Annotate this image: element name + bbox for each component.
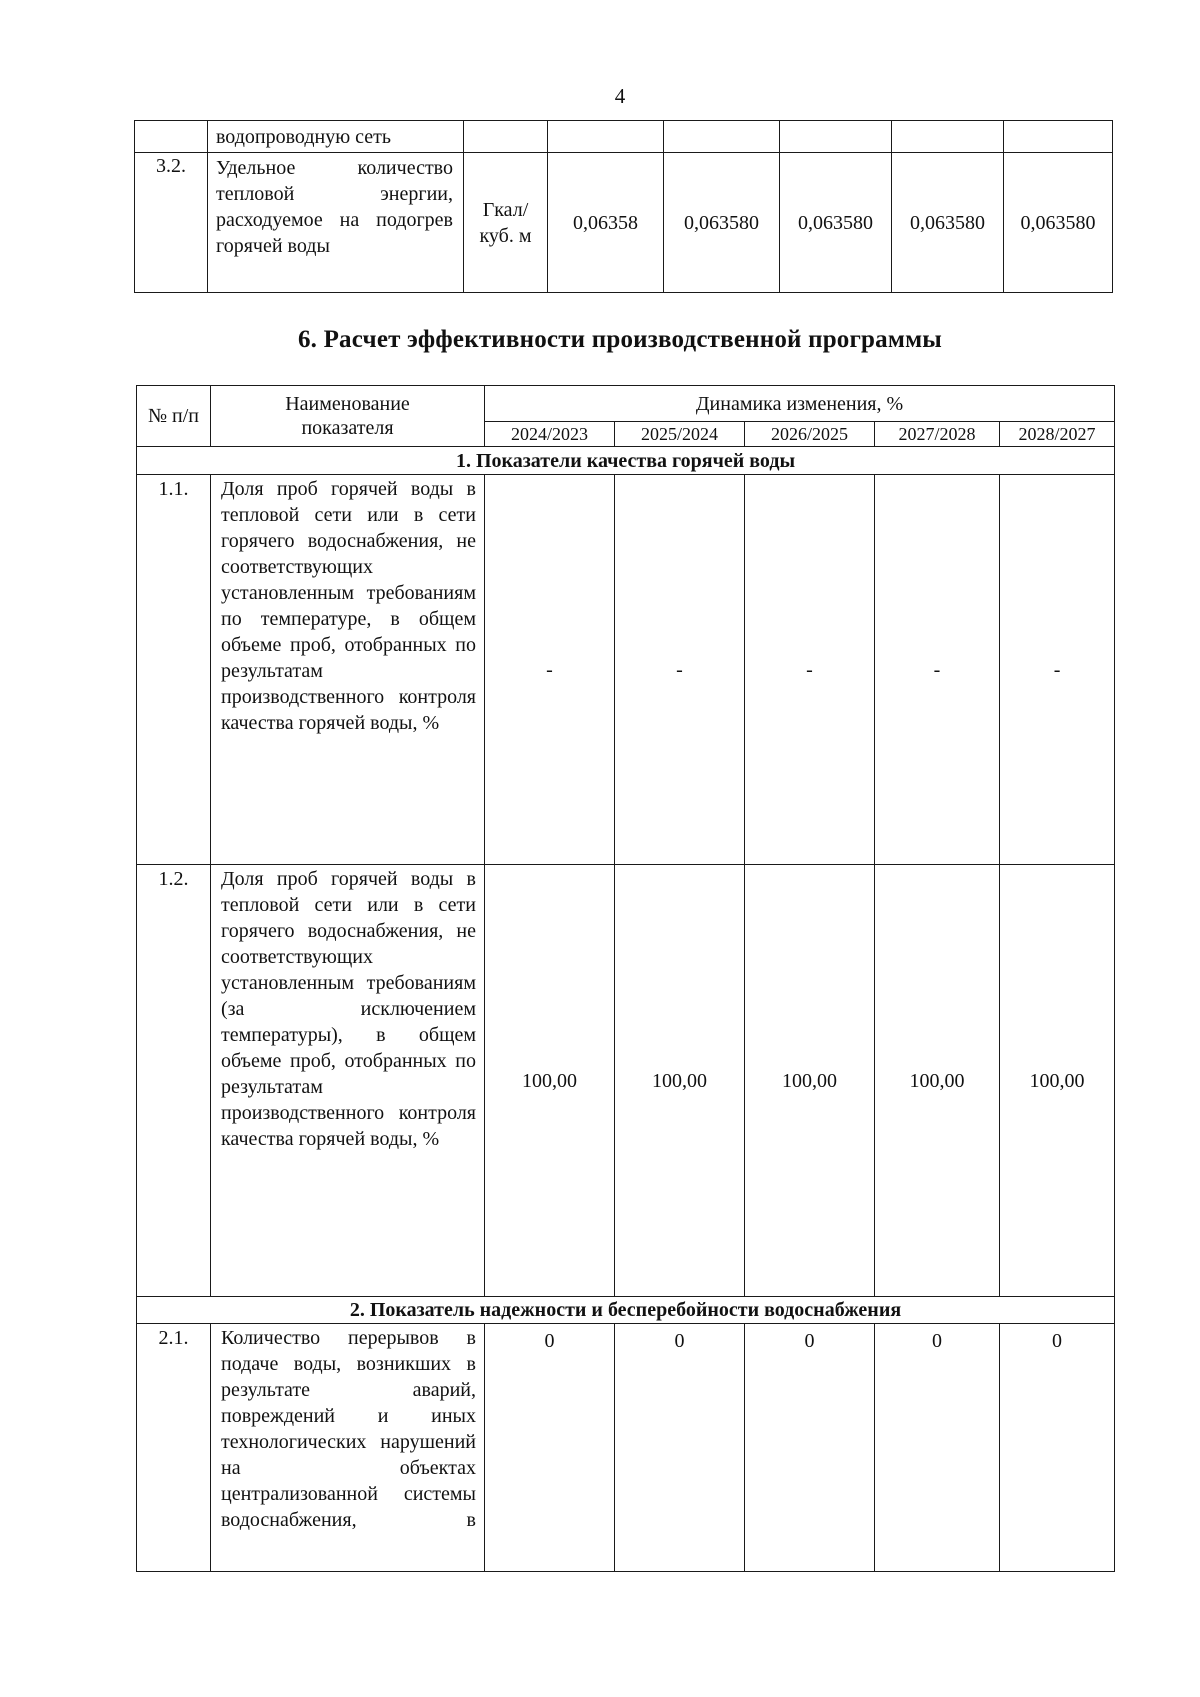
indicator-name: Удельное количество тепловой энергии, расходуемое на подогрев горячей воды	[208, 153, 464, 293]
row-number: 1.2.	[137, 865, 211, 1297]
group-title: 1. Показатели качества горячей воды	[137, 447, 1115, 475]
row-number: 1.1.	[137, 475, 211, 865]
value-cell: 0	[485, 1324, 615, 1572]
value-cell: 100,00	[1000, 865, 1115, 1297]
value-cell: 0,063580	[892, 153, 1004, 293]
indicator-name: Количество перерывов в подаче воды, возникших в результате аварий, повреждений и иных технологических нарушений на объектах централизованной системы водоснабжения, в	[211, 1324, 485, 1572]
value-cell	[548, 121, 664, 153]
table-row	[137, 1324, 1115, 1572]
indicator-name: водопроводную сеть	[208, 121, 464, 153]
header-year: 2028/2027	[1000, 422, 1115, 447]
group-header-row	[137, 447, 1115, 475]
indicator-name: Доля проб горячей воды в тепловой сети или в сети горячего водоснабжения, не соответствующих установленным требованиям по температуре, в общем объеме проб, отобранных по результатам производственного контроля качества горячей воды, %	[211, 475, 485, 865]
row-number: 2.1.	[137, 1324, 211, 1572]
value-cell: -	[1000, 475, 1115, 865]
header-num: № п/п	[137, 386, 211, 447]
value-cell: 0	[875, 1324, 1000, 1572]
header-year: 2027/2028	[875, 422, 1000, 447]
row-number	[135, 121, 208, 153]
value-cell	[664, 121, 780, 153]
continuation-table	[134, 120, 1113, 293]
header-row	[137, 386, 1115, 422]
table-row	[135, 121, 1113, 153]
value-cell: 0,063580	[664, 153, 780, 293]
value-cell: -	[745, 475, 875, 865]
value-cell: 100,00	[615, 865, 745, 1297]
value-cell	[892, 121, 1004, 153]
header-year: 2026/2025	[745, 422, 875, 447]
value-cell: 0	[745, 1324, 875, 1572]
efficiency-table	[136, 385, 1115, 1572]
indicator-name: Доля проб горячей воды в тепловой сети или в сети горячего водоснабжения, не соответствующих установленным требованиям (за исключением температуры), в общем объеме проб, отобранных по результатам производственного контроля качества горячей воды, %	[211, 865, 485, 1297]
group-title: 2. Показатель надежности и бесперебойности водоснабжения	[137, 1297, 1115, 1324]
value-cell	[1004, 121, 1113, 153]
header-year: 2025/2024	[615, 422, 745, 447]
header-year: 2024/2023	[485, 422, 615, 447]
value-cell: 0,063580	[1004, 153, 1113, 293]
header-name: Наименование показателя	[211, 386, 485, 447]
unit-cell	[464, 121, 548, 153]
value-cell: 100,00	[875, 865, 1000, 1297]
value-cell: 0	[1000, 1324, 1115, 1572]
value-cell: 100,00	[745, 865, 875, 1297]
row-number: 3.2.	[135, 153, 208, 293]
value-cell: 100,00	[485, 865, 615, 1297]
value-cell: -	[875, 475, 1000, 865]
table-row	[135, 153, 1113, 293]
table-row	[137, 475, 1115, 865]
section-title: 6. Расчет эффективности производственной программы	[297, 326, 943, 353]
unit-cell: Гкал/ куб. м	[464, 153, 548, 293]
value-cell	[780, 121, 892, 153]
group-header-row	[137, 1297, 1115, 1324]
value-cell: 0	[615, 1324, 745, 1572]
value-cell: 0,063580	[780, 153, 892, 293]
header-dynamics: Динамика изменения, %	[485, 386, 1115, 422]
table-row	[137, 865, 1115, 1297]
page-number: 4	[614, 84, 626, 108]
value-cell: 0,06358	[548, 153, 664, 293]
value-cell: -	[615, 475, 745, 865]
value-cell: -	[485, 475, 615, 865]
